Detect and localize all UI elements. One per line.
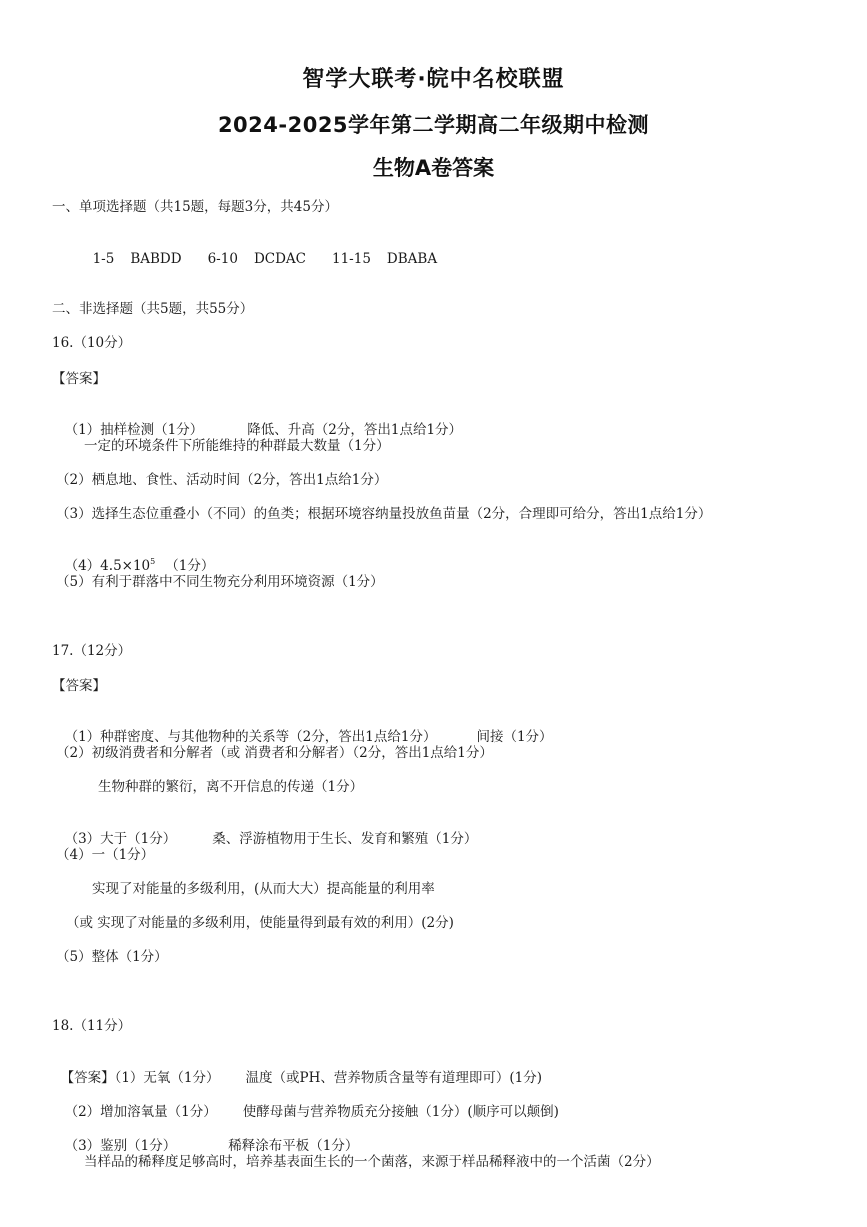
q18-line-1 [52, 1051, 542, 1087]
q18-line-3c: 当样品的稀释度足够高时，培养基表面生长的一个菌落，来源于样品稀释液中的一个活菌（2分） [84, 1154, 660, 1170]
mc-range: 6-10 [207, 251, 238, 267]
q17-answer-label: 【答案】 [52, 678, 106, 694]
q18-1b: 温度（或PH、营养物质含量等有道理即可）(1分) [245, 1070, 543, 1086]
q16-4-value: （4）4.5×10 [64, 558, 151, 574]
q16-1a: （1）抽样检测（1分） [64, 422, 204, 438]
q16-line-5: （5）有利于群落中不同生物充分利用环境资源（1分） [56, 574, 384, 590]
q17-line-2: （2）初级消费者和分解者（或 消费者和分解者）（2分，答出1点给1分） [56, 745, 493, 761]
q18-3b: 稀释涂布平板（1分） [228, 1138, 359, 1154]
mc-range: 1-5 [92, 251, 115, 267]
q16-line-4 [56, 539, 214, 575]
mc-key: BABDD [130, 251, 182, 267]
q18-answer-label: 【答案】 [60, 1070, 115, 1086]
mc-answer-row [84, 232, 437, 268]
mc-key: DBABA [386, 251, 438, 267]
q16-line-3: （3）选择生态位重叠小（不同）的鱼类；根据环境容纳量投放鱼苗量（2分，合理即可给分，答出1点给1分） [56, 506, 712, 522]
q17-line-1 [56, 710, 553, 746]
q16-line-1 [56, 403, 462, 439]
q17-line-4b: 实现了对能量的多级利用，(从而大大）提高能量的利用率 [92, 881, 435, 897]
q17-1a: （1）种群密度、与其他物种的关系等（2分，答出1点给1分） [64, 729, 437, 745]
q16-4-score: （1分） [165, 558, 215, 574]
q17-title: 17.（12分） [52, 643, 132, 659]
q17-3b: 桑、浮游植物用于生长、发育和繁殖（1分） [212, 831, 478, 847]
q17-1b: 间接（1分） [476, 729, 553, 745]
q16-line-1c: 一定的环境条件下所能维持的种群最大数量（1分） [84, 438, 390, 454]
q16-line-2: （2）栖息地、食性、活动时间（2分，答出1点给1分） [56, 472, 388, 488]
mc-range: 11-15 [332, 251, 371, 267]
part1-heading: 一、单项选择题（共15题，每题3分，共45分） [52, 199, 338, 215]
q18-line-3 [56, 1119, 358, 1155]
q18-title: 18.（11分） [52, 1018, 132, 1034]
q18-2b: 使酵母菌与营养物质充分接触（1分）(顺序可以颠倒) [242, 1104, 559, 1120]
q17-line-5: （5）整体（1分） [56, 949, 168, 965]
q16-answer-label: 【答案】 [52, 371, 106, 387]
exam-org-title: 智学大联考·皖中名校联盟 [302, 67, 565, 92]
q17-line-4c: （或 实现了对能量的多级利用，使能量得到最有效的利用）(2分) [66, 915, 454, 931]
exam-name-title: 2024-2025学年第二学期高二年级期中检测 [217, 113, 650, 137]
q16-title: 16.（10分） [52, 335, 132, 351]
q17-line-2b: 生物种群的繁衍，离不开信息的传递（1分） [98, 779, 364, 795]
q17-3a: （3）大于（1分） [64, 831, 177, 847]
part2-heading: 二、非选择题（共5题，共55分） [52, 301, 254, 317]
q18-1a: （1）无氧（1分） [114, 1070, 220, 1086]
q17-line-3 [56, 812, 477, 848]
q17-line-4: （4）一（1分） [56, 847, 155, 863]
q18-3a: （3）鉴别（1分） [64, 1138, 177, 1154]
q16-1b: 降低、升高（2分，答出1点给1分） [247, 422, 463, 438]
mc-key: DCDAC [253, 251, 306, 267]
q16-4-exponent: 5 [150, 557, 156, 566]
subject-title: 生物A卷答案 [372, 156, 495, 180]
q18-2a: （2）增加溶氧量（1分） [64, 1104, 217, 1120]
q18-line-2 [56, 1085, 559, 1121]
